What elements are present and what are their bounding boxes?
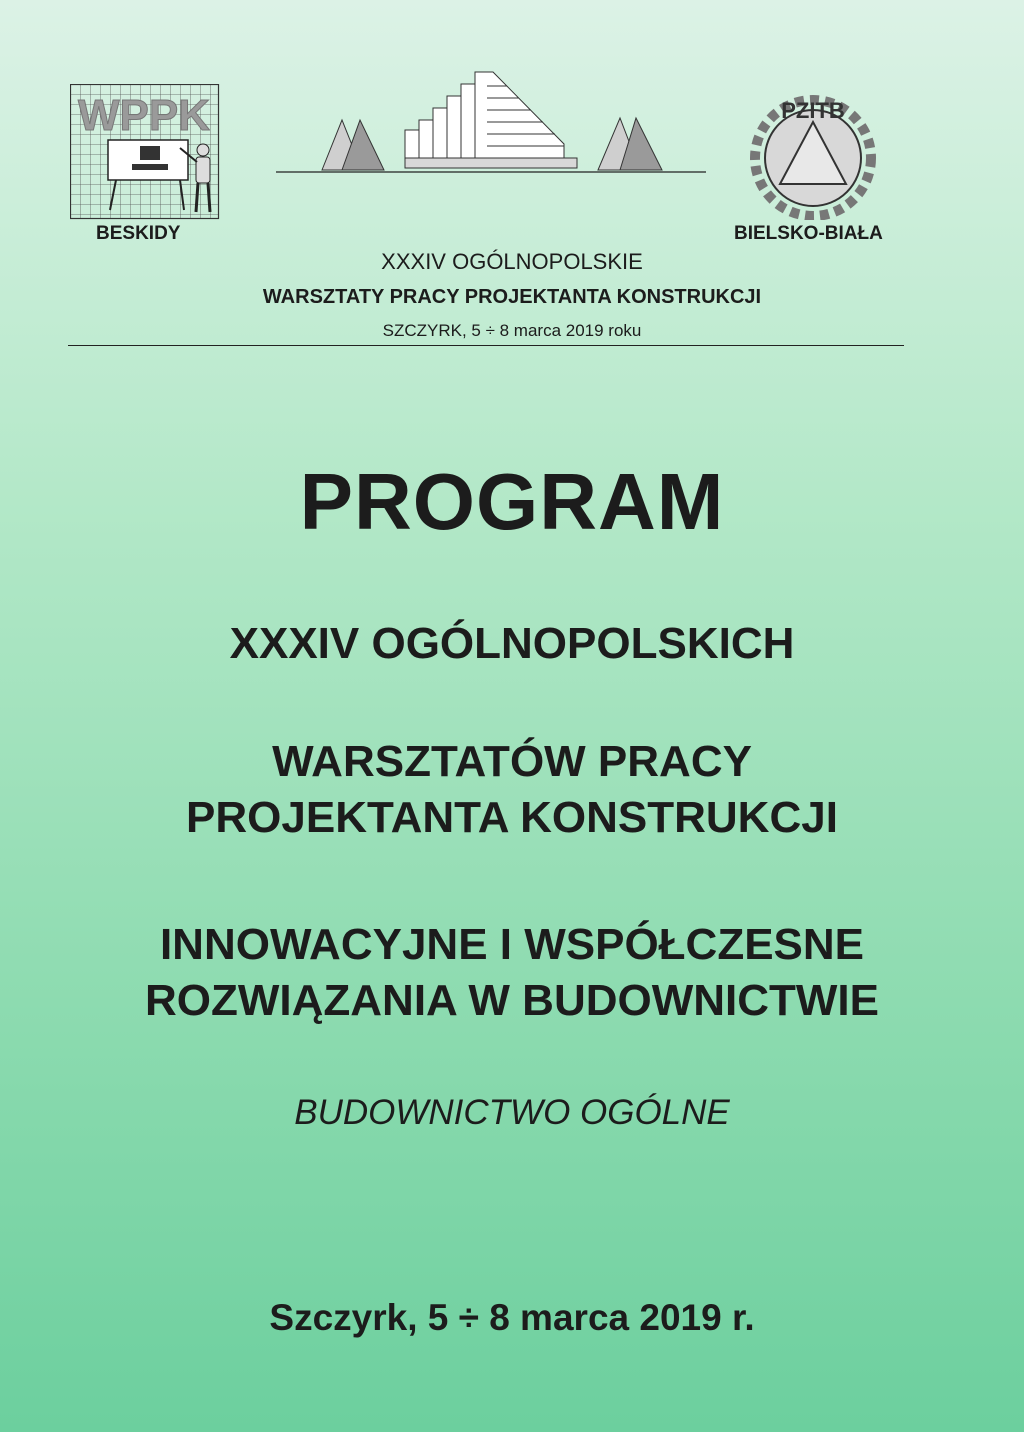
page-title: PROGRAM — [299, 457, 725, 546]
pzitb-logo — [742, 94, 884, 220]
subtitle-theme — [0, 917, 1024, 1029]
header-line-2: WARSZTATY PRACY PROJEKTANTA KONSTRUKCJI — [262, 286, 762, 308]
subtitle-theme-line-2: ROZWIĄZANIA W BUDOWNICTWIE — [144, 976, 879, 1025]
wppk-logo — [70, 84, 220, 220]
mountains-building-icon — [276, 68, 708, 176]
pzitb-logo-text: PZITB — [781, 98, 845, 123]
header-line-3: SZCZYRK, 5 ÷ 8 marca 2019 roku — [382, 321, 642, 340]
section-label: BUDOWNICTWO OGÓLNE — [294, 1093, 730, 1132]
logo-caption-beskidy: BESKIDY — [96, 223, 181, 244]
header-divider — [68, 345, 904, 346]
subtitle-workshops-line-2: PROJEKTANTA KONSTRUKCJI — [186, 793, 838, 842]
subtitle-theme-line-1: INNOWACYJNE I WSPÓŁCZESNE — [159, 920, 865, 969]
header-line-1: XXXIV OGÓLNOPOLSKIE — [381, 249, 643, 274]
subtitle-edition: XXXIV OGÓLNOPOLSKICH — [229, 619, 795, 668]
subtitle-workshops — [0, 734, 1024, 846]
logo-caption-bielsko-biala: BIELSKO-BIAŁA — [734, 223, 883, 244]
subtitle-workshops-line-1: WARSZTATÓW PRACY — [272, 737, 752, 786]
footer-place-date: Szczyrk, 5 ÷ 8 marca 2019 r. — [269, 1297, 755, 1338]
wppk-logo-text: WPPK — [78, 91, 210, 140]
